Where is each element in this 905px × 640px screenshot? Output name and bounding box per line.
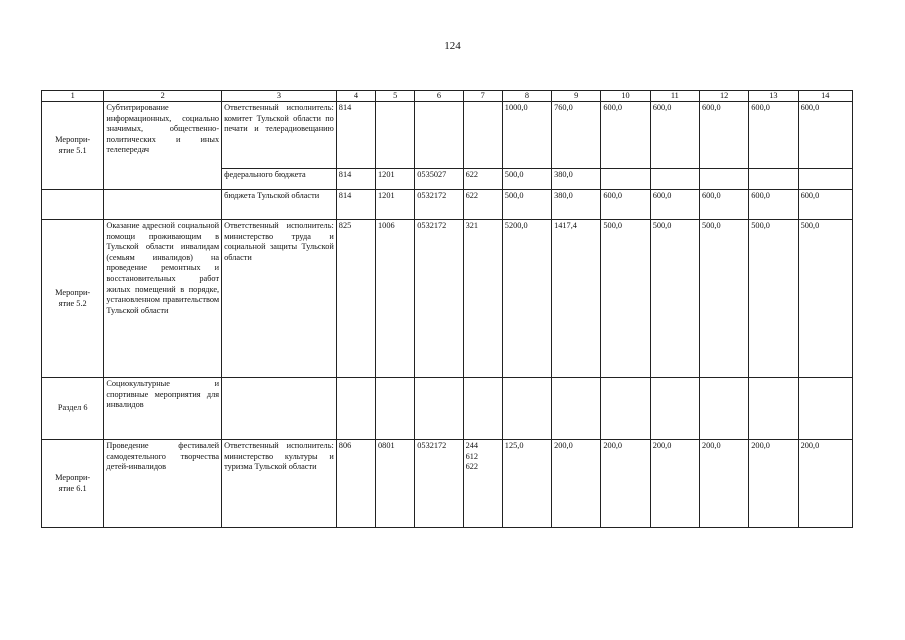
cell: 600,0 — [650, 190, 699, 220]
cell: 1000,0 — [502, 102, 551, 169]
cell: 1201 — [376, 190, 415, 220]
table-row — [42, 190, 853, 220]
cell — [415, 378, 463, 440]
cell: 760,0 — [552, 102, 601, 169]
cell — [42, 190, 104, 220]
cell — [749, 169, 798, 190]
executor: бюджета Тульской области — [222, 190, 337, 220]
cell — [376, 378, 415, 440]
cell: 622 — [463, 190, 502, 220]
cell: 380,0 — [552, 169, 601, 190]
cell: 814 — [336, 190, 375, 220]
budget-table — [41, 90, 853, 528]
cell: 600,0 — [798, 190, 852, 220]
row-label: Меропри- ятие 5.2 — [42, 220, 104, 378]
cell: 600,0 — [749, 190, 798, 220]
header-cell: 14 — [798, 91, 852, 102]
cell: 600,0 — [699, 190, 748, 220]
cell — [502, 378, 551, 440]
cell: 600,0 — [650, 102, 699, 169]
row-label: Меропри- ятие 5.1 — [42, 102, 104, 190]
header-cell: 2 — [104, 91, 222, 102]
header-cell: 6 — [415, 91, 463, 102]
cell: 380,0 — [552, 190, 601, 220]
header-cell: 8 — [502, 91, 551, 102]
cell: 600,0 — [601, 190, 650, 220]
cell: 600,0 — [601, 102, 650, 169]
table-row — [42, 220, 853, 378]
cell — [749, 378, 798, 440]
cell: 0535027 — [415, 169, 463, 190]
section-name: Социокультурные и спортивные мероприятия для инвалидов — [104, 378, 222, 440]
cell: 200,0 — [699, 440, 748, 528]
cell: 5200,0 — [502, 220, 551, 378]
page-number: 124 — [444, 40, 461, 52]
cell: 500,0 — [798, 220, 852, 378]
cell: 1006 — [376, 220, 415, 378]
cell — [798, 169, 852, 190]
table-row — [42, 378, 853, 440]
row-label: Меропри- ятие 6.1 — [42, 440, 104, 528]
header-cell: 9 — [552, 91, 601, 102]
cell — [104, 190, 222, 220]
cell — [376, 102, 415, 169]
cell: 321 — [463, 220, 502, 378]
executor: Ответственный исполнитель: комитет Тульской области по печати и телерадиовещанию — [222, 102, 337, 169]
cell — [222, 378, 337, 440]
header-cell: 11 — [650, 91, 699, 102]
cell: 622 — [463, 169, 502, 190]
cell — [650, 378, 699, 440]
cell — [463, 102, 502, 169]
executor: федерального бюджета — [222, 169, 337, 190]
cell: 814 — [336, 102, 375, 169]
cell: 500,0 — [650, 220, 699, 378]
header-cell: 4 — [336, 91, 375, 102]
cell: 0532172 — [415, 220, 463, 378]
cell — [798, 378, 852, 440]
cell — [336, 378, 375, 440]
cell: 814 — [336, 169, 375, 190]
cell: 1417,4 — [552, 220, 601, 378]
cell: 0801 — [376, 440, 415, 528]
header-row — [42, 91, 853, 102]
cell — [552, 378, 601, 440]
cell: 500,0 — [601, 220, 650, 378]
header-cell: 3 — [222, 91, 337, 102]
cell: 200,0 — [552, 440, 601, 528]
cell: 0532172 — [415, 190, 463, 220]
cell: 244 612 622 — [463, 440, 502, 528]
cell — [601, 378, 650, 440]
cell: 806 — [336, 440, 375, 528]
cell: 500,0 — [502, 190, 551, 220]
cell: 600,0 — [798, 102, 852, 169]
measure-name: Проведение фестивалей самодеятельного творчества детей-инвалидов — [104, 440, 222, 528]
header-cell: 7 — [463, 91, 502, 102]
cell: 500,0 — [502, 169, 551, 190]
cell — [463, 378, 502, 440]
cell: 500,0 — [749, 220, 798, 378]
cell — [699, 169, 748, 190]
cell: 600,0 — [699, 102, 748, 169]
cell — [415, 102, 463, 169]
cell: 200,0 — [650, 440, 699, 528]
table-row — [42, 102, 853, 169]
cell: 1201 — [376, 169, 415, 190]
cell: 125,0 — [502, 440, 551, 528]
cell: 600,0 — [749, 102, 798, 169]
executor: Ответственный исполнитель: министерство культуры и туризма Тульской области — [222, 440, 337, 528]
cell: 0532172 — [415, 440, 463, 528]
cell — [699, 378, 748, 440]
measure-name: Субтитрирование информационных, социально значимых, общественно-политических и иных телепередач — [104, 102, 222, 190]
table-row — [42, 440, 853, 528]
cell: 200,0 — [749, 440, 798, 528]
header-cell: 12 — [699, 91, 748, 102]
header-cell: 1 — [42, 91, 104, 102]
cell — [601, 169, 650, 190]
cell: 200,0 — [798, 440, 852, 528]
measure-name: Оказание адресной социальной помощи проживающим в Тульской области инвалидам (семьям инвалидов) на проведение ремонтных и восстановительных работ жилых помещений в порядке, установленном правительством Тульской области — [104, 220, 222, 378]
cell: 825 — [336, 220, 375, 378]
header-cell: 10 — [601, 91, 650, 102]
cell: 500,0 — [699, 220, 748, 378]
header-cell: 13 — [749, 91, 798, 102]
cell — [650, 169, 699, 190]
executor: Ответственный исполнитель: министерство труда и социальной защиты Тульской области — [222, 220, 337, 378]
section-label: Раздел 6 — [42, 378, 104, 440]
cell: 200,0 — [601, 440, 650, 528]
header-cell: 5 — [376, 91, 415, 102]
